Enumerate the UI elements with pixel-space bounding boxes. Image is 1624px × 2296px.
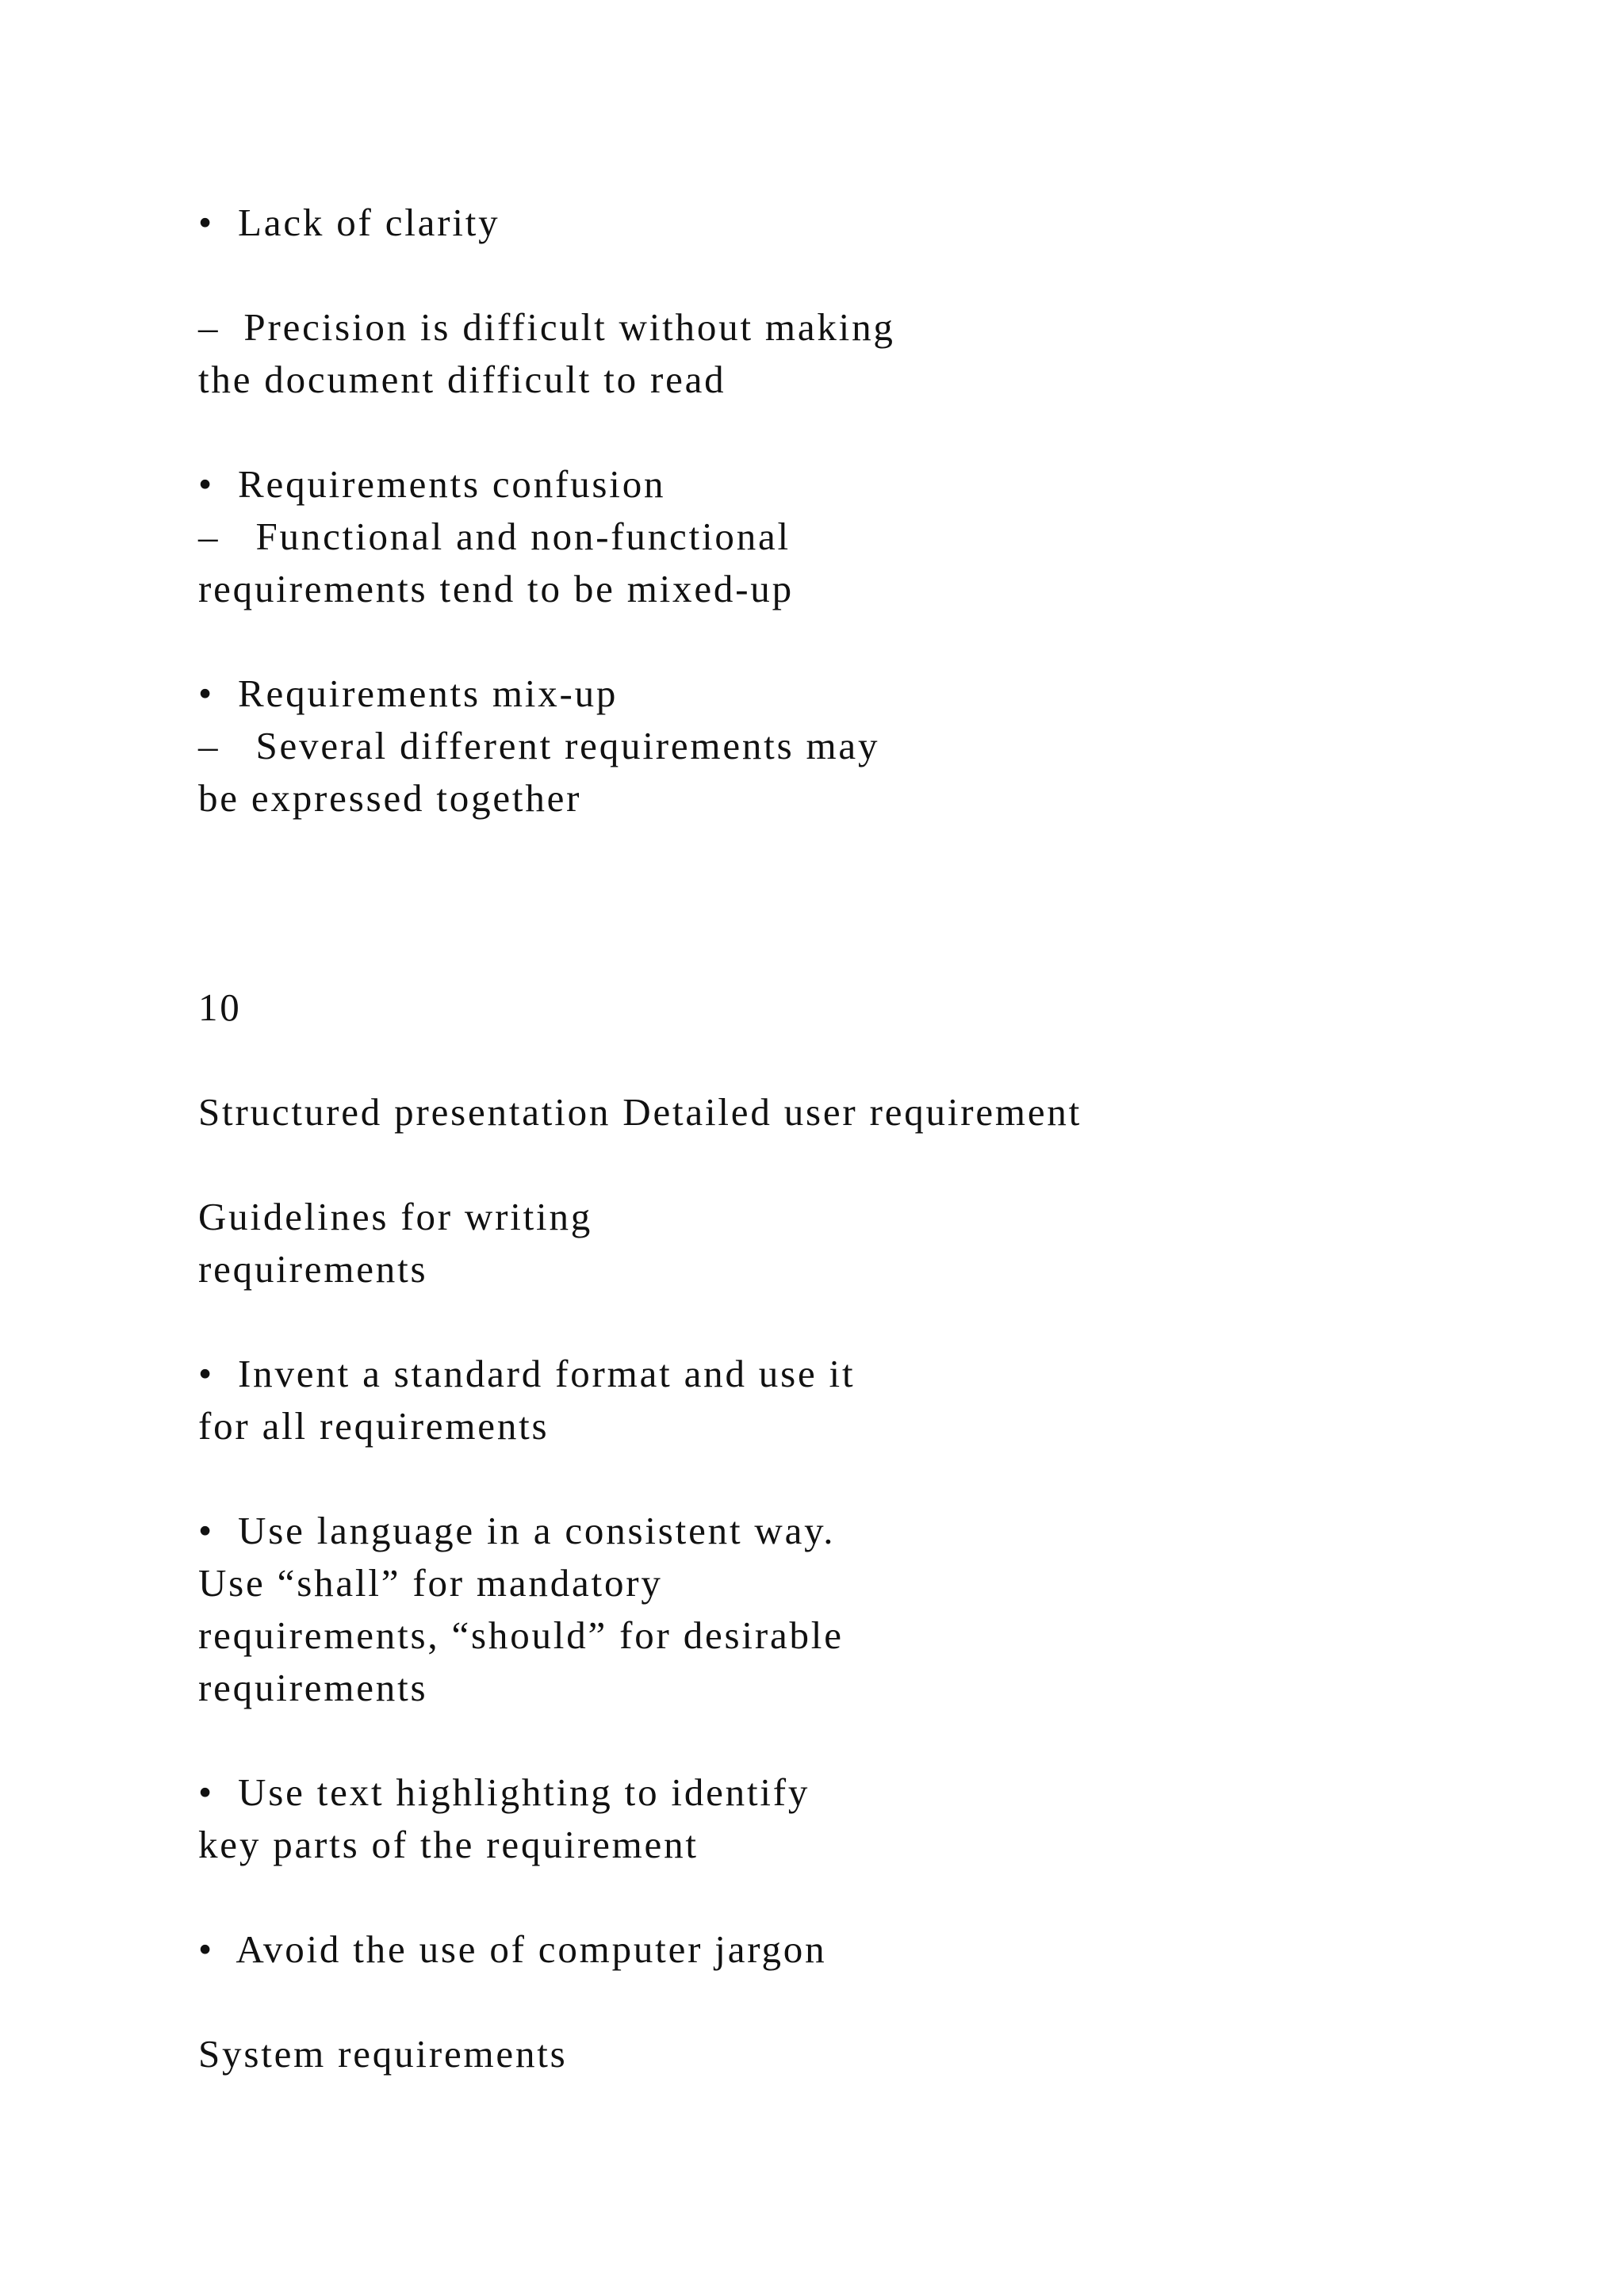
bullet-standard-format-continued: for all requirements bbox=[198, 1404, 550, 1448]
page-number: 10 bbox=[198, 985, 242, 1029]
subpoint-functional-nonfunctional-continued: requirements tend to be mixed-up bbox=[198, 567, 794, 610]
bullet-standard-format: • Invent a standard format and use it bbox=[198, 1352, 856, 1395]
heading-system-requirements: System requirements bbox=[198, 2032, 568, 2076]
section-heading-structured-presentation: Structured presentation Detailed user requirement bbox=[198, 1090, 1082, 1134]
bullet-avoid-jargon: • Avoid the use of computer jargon bbox=[198, 1927, 827, 1971]
bullet-consistent-language: • Use language in a consistent way. bbox=[198, 1509, 836, 1552]
bullet-consistent-language-line-2: Use “shall” for mandatory bbox=[198, 1561, 663, 1605]
subpoint-functional-nonfunctional: – Functional and non-functional bbox=[198, 515, 791, 558]
subpoint-several-requirements: – Several different requirements may bbox=[198, 724, 880, 767]
heading-guidelines: Guidelines for writing bbox=[198, 1195, 593, 1238]
bullet-consistent-language-line-3: requirements, “should” for desirable bbox=[198, 1613, 844, 1657]
subpoint-precision: – Precision is difficult without making bbox=[198, 305, 895, 349]
bullet-requirements-confusion: • Requirements confusion bbox=[198, 462, 666, 506]
subpoint-several-requirements-continued: be expressed together bbox=[198, 776, 582, 820]
bullet-requirements-mix-up: • Requirements mix-up bbox=[198, 672, 619, 715]
bullet-text-highlighting: • Use text highlighting to identify bbox=[198, 1770, 810, 1814]
heading-guidelines-continued: requirements bbox=[198, 1247, 428, 1291]
bullet-text-highlighting-continued: key parts of the requirement bbox=[198, 1823, 699, 1866]
bullet-lack-of-clarity: • Lack of clarity bbox=[198, 201, 500, 244]
bullet-consistent-language-line-4: requirements bbox=[198, 1666, 428, 1709]
subpoint-precision-continued: the document difficult to read bbox=[198, 358, 726, 401]
